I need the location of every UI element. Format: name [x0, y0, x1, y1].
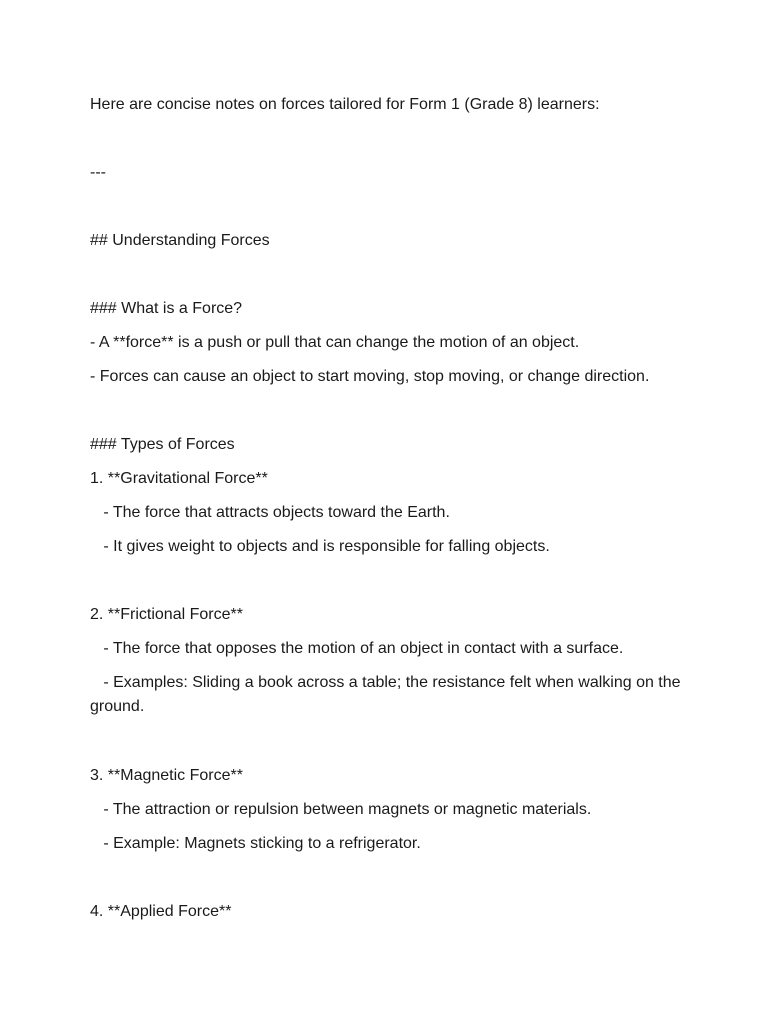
- numbered-item: 3. **Magnetic Force**: [90, 767, 243, 784]
- bullet-line: - Example: Magnets sticking to a refrigerator.: [90, 835, 421, 852]
- numbered-item: 1. **Gravitational Force**: [90, 470, 268, 487]
- bullet-line: - The attraction or repulsion between magnets or magnetic materials.: [90, 801, 592, 818]
- intro-text: Here are concise notes on forces tailored for Form 1 (Grade 8) learners:: [90, 96, 600, 113]
- bullet-line: - A **force** is a push or pull that can change the motion of an object.: [90, 334, 580, 351]
- subheading-types-of-forces: ### Types of Forces: [90, 436, 235, 453]
- numbered-item: 4. **Applied Force**: [90, 903, 232, 920]
- bullet-line: - The force that attracts objects toward the Earth.: [90, 504, 450, 521]
- bullet-line: - It gives weight to objects and is responsible for falling objects.: [90, 538, 550, 555]
- bullet-line: - Forces can cause an object to start moving, stop moving, or change direction.: [90, 368, 650, 385]
- numbered-item: 2. **Frictional Force**: [90, 606, 243, 623]
- horizontal-rule-text: ---: [90, 164, 106, 181]
- section-heading: ## Understanding Forces: [90, 232, 270, 249]
- subheading-what-is-force: ### What is a Force?: [90, 300, 243, 317]
- bullet-line: - The force that opposes the motion of an object in contact with a surface.: [90, 640, 624, 657]
- bullet-line: - Examples: Sliding a book across a table; the resistance felt when walking on the ground.: [90, 674, 685, 715]
